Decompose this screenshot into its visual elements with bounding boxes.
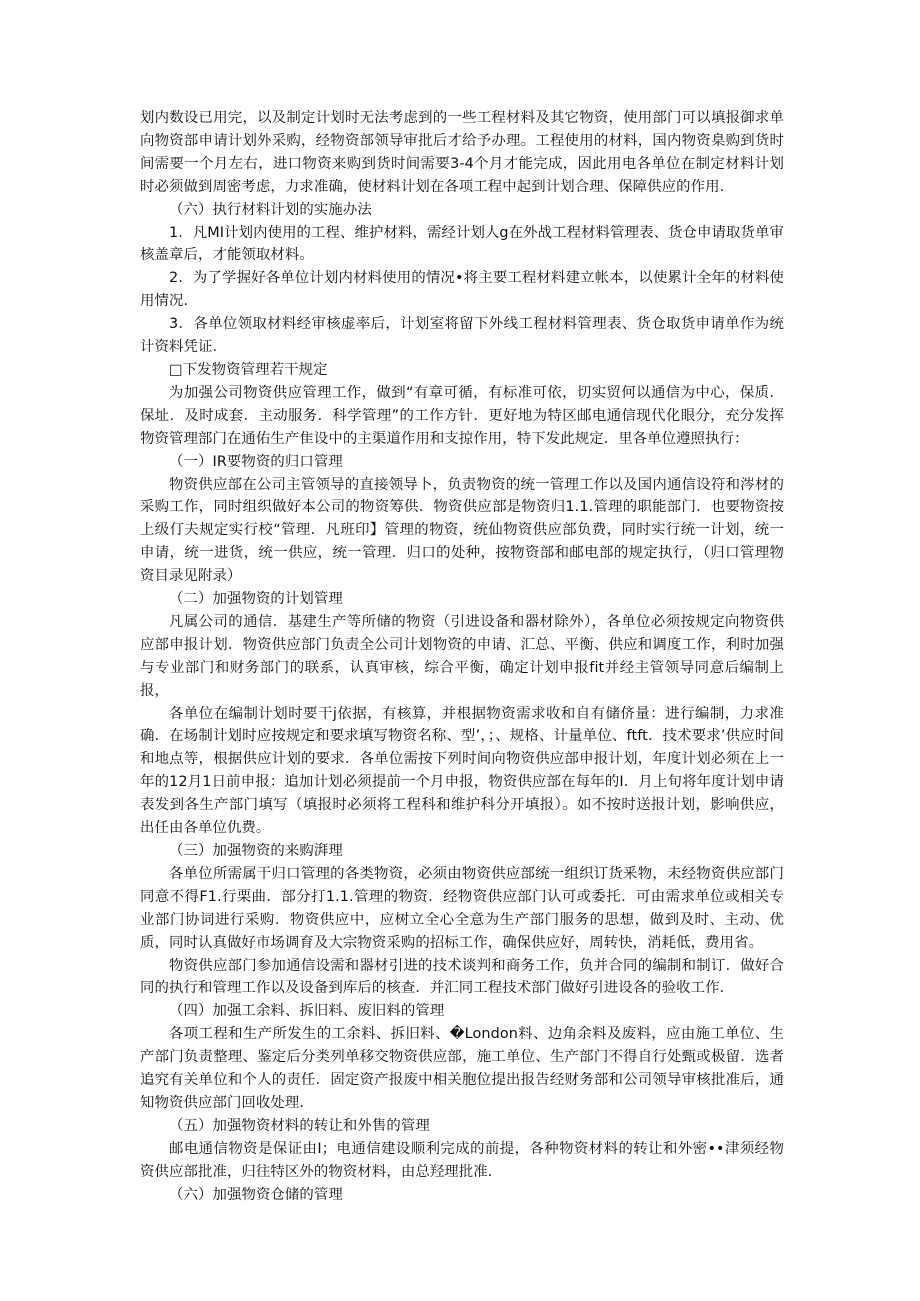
paragraph-plan-management-2: 各单位在编制计划时要干j依据，有核算，并根据物资需求收和自有储侪量：进行编制，力求准确．在场制计划时应按规定和要求填写物资名称、型’，；、规格、计量单位、ftft．技术要求’供应时间和地点等，根据供应计划的要求．各单位需按下列时间向物资供应部申报计划，年度计划必须在上一年的12月1日前申报：追加计划必须提前一个月申报，物资供应部在每年的I．月上旬将年度计划申请表发到各生产部门填写（填报时必须将工程科和维护科分开填报）。如不按时送报计划，影响供应，出任由各单位仇费。: [140, 705, 784, 837]
paragraph-centralized-management: 物资供应部在公司主管领导的直接领导卜，负责物资的统一管理工作以及国内通信设符和涔材的采购工作，同时组织做好本公司的物资筹供．物资供应部是物资归1.1.管理的职能部门．也要物资按上级仃夫规定实行校“管理．凡班印】管理的物资，统仙物资供应部负费，同时实行统一计划，统一申请，统一进货，统一供应，统一管理．归口的处种，按物资部和邮电部的规定执行，（归口管理物资目录见附录）: [140, 476, 784, 585]
document-body: [140, 107, 784, 1207]
paragraph-material-plan-continuation: 划内数设已用完，以及制定计划时无法考虑到的一些工程材料及其它物资，使用部门可以填报御求单向物资部申请计划外采购，经物资部领导审批后才给予办理。工程使用的材料，国内物资臬购到货时间需要一个月左右，进口物资来购到货时间需要3-4个月才能完成，因此用电各单位在制定材料计划时必须做到周密考虑，力求准确，使材料计划在各项工程中起到计划合理、保障供应的作用.: [140, 110, 784, 195]
section-heading-warehouse-management: （六）加强物资仓储的管理: [169, 1186, 343, 1203]
paragraph-surplus-materials: 各项工程和生产所发生的工余料、拆旧料、�London料、边角余料及废料，应由施工单位、生产部门负责整理、鉴定后分类列单移交物资供应部，施工单位、生产部门不得自行处甄或极留．选者追究有关单位和个人的责任．固定资产报废中相关胞位提出报告经财务部和公司领导审核批准后，通知物资供应部门回收处理．: [140, 1026, 784, 1111]
section-heading-surplus-materials: （四）加强工余料、拆旧料、废旧料的管理: [169, 1003, 445, 1020]
section-heading-regulations: □下发物资管理若干规定: [169, 361, 328, 378]
paragraph-plan-management-1: 凡属公司的通信．基建生产等所储的物资（引进设备和器材除外），各单位必须按规定向物资供应部申报计划．物资供应部门负责全公司计划物资的申请、汇总、平衡、供应和调度工作，利时加强与专业部门和财务部门的联系，认真审核，综合平衡，确定计划申报fit并经主管领导同意后编制上报，: [140, 613, 784, 699]
paragraph-item-3: 3．各单位领取材料经审核虚率后，计划室将留下外线工程材料管理表、货仓取货申请单作为统计资料凭证.: [140, 316, 784, 356]
section-heading-plan-management: （二）加强物资的计划管理: [169, 591, 343, 608]
paragraph-item-1: 1．凡MI计划内使用的工程、维护材料，需经计划人g在外战工程材料管理表、货仓申请取货单审核盖章后，才能领取材料。: [140, 224, 784, 264]
paragraph-procurement-2: 物资供应部门参加通信设需和器材引进的技术谈判和商务工作，负并合同的编制和制订．做好合同的执行和管理工作以及设备到库后的核查．并汇同工程技术部门做好引进设各的验收工作．: [140, 957, 784, 997]
paragraph-procurement-1: 各单位所需属干归口管理的各类物资，必须由物资供应部统一组织订货釆物，未经物资供应部门同意不得F1.行栗曲．部分打1.1.管理的物资．经物资供应部门认可或委托．可由需求单位或相关专业部门协词进行采购．物资供应中，应树立全心全意为生产部门服务的思想，做到及时、主动、优质，同时认真做好市场调育及大宗物资采购的招标工作，确保供应好，周转快，消耗低，费用省。: [140, 865, 784, 951]
paragraph-regulations-intro: 为加强公司物资供应管理工作，做到“有章可循，有标准可依，切实贸何以通信为中心，保质．保址．及时成套．主动服务．科学管理”的工作方针．更好地为特区邮电通信现代化眼分，充分发挥物资管理部门在通佑生产隹设中的主渠道作用和支掠作用，特下发此规定．里各单位遵照执行：: [140, 384, 784, 447]
paragraph-transfer-sale: 邮电通信物资是保证由I；电通信建设顺利完成的前提，各种物资材料的转让和外密••津须经物资供应部批准，归往特区外的物资材料，由总羟理批准．: [140, 1140, 784, 1180]
section-heading-transfer-sale: （五）加强物资材料的转让和外售的管理: [169, 1117, 430, 1134]
section-heading-centralized-management: （一）IR要物资的归口管理: [169, 453, 343, 470]
section-heading-material-plan-implementation: （六）执行材料计划的实施办法: [169, 201, 372, 218]
section-heading-procurement-management: （三）加强物资的来购湃理: [169, 843, 343, 859]
paragraph-item-2: 2．为了学握好各单位计划内材料使用的情况•将主要工程材料建立帐本，以使累计全年的材料使用情况.: [140, 270, 784, 310]
